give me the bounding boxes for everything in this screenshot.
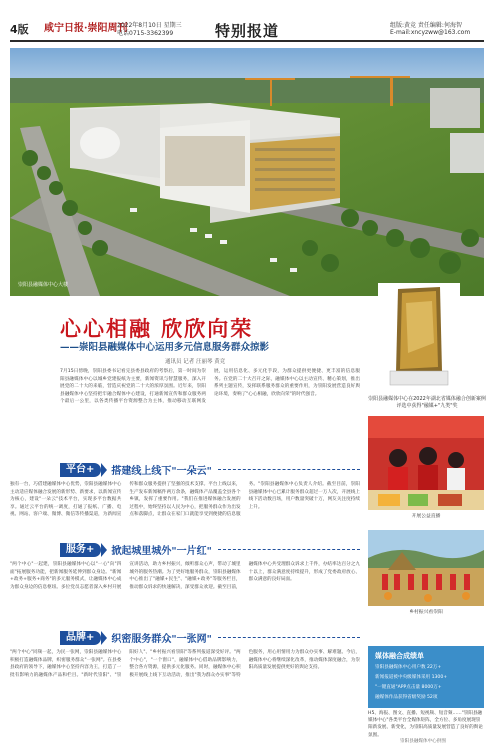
section-title: 特别报道 bbox=[215, 22, 280, 40]
article-headline: 心心相融 欣欣向荣 bbox=[60, 316, 254, 341]
section-body: "两个中心"一起建，崇阳县融媒体中心以"一心"向"四面"拓展服务功能，把新闻服务延伸到群众身边。"新闻+政务+服务+商务"的多元服务模式，让融媒体中心成为群众身边的信息枢纽。多位党员志愿者深入乡村开展宣讲活动，助力乡村振兴，倾听群众心声，带动了城里城外的服务热潮。为了更好地服务群众，崇阳县融媒体中心推出了"融媒+民生"、"融媒+政务"等服务栏目，推动群众诉求的快速解决，深受群众欢迎。截至目前，融媒体中心共受理群众诉求上千件，办结率达百分之九十以上，群众满意度持续提升，形成了党委政府放心、群众满意的良好局面。 bbox=[10, 562, 360, 590]
section-subtitle: 掀起城里城外"一片红" bbox=[111, 546, 212, 557]
arrow-icon bbox=[101, 463, 107, 477]
editors-line: 组版:黄竞 责任编辑:何海智 bbox=[390, 22, 462, 29]
achievement-line: 新闻报道被中央级媒体采用 1300+ bbox=[375, 675, 448, 680]
intro-paragraph: 7月15日傍晚，崇阳县委书记看完县委县政府的考察后，第一时间为崇阳县融媒体中心以城乡党建报纸为主要，新闻资讯与智慧服务，深入开展党的二十大的来临，营造庆祝党的二十大的浓厚氛围。近年来，崇阳县融媒体中心坚持把牢融合媒体中心建设，打通新闻宣传和群众服务两个最后一公里，以各类传播平台资源整合为主体，推动移动互联网发展，运用信息化、多元化手段，为群众提供更便捷、更丰富的信息服务。在党的二十大召开之际，融媒体中心以主动宣传、精心策划，推出系列主题宣传，发挥联系服务群众的重要作用，为崇阳发展营造良好舆论环境，奏响了"心心相融，欣欣向荣"的时代强音。 bbox=[60, 369, 360, 405]
arrow-icon bbox=[101, 631, 107, 645]
achievement-line: "一键直通"APP点击量 8000万+ bbox=[375, 685, 442, 690]
article-subhead: ——崇阳县融媒体中心运用多元信息服务群众掠影 bbox=[60, 342, 270, 353]
section-body: 独有一台，巧借建融媒体中心优势，崇阳县融媒体中心主动适应媒体融合发展的新形势、新要求，以新闻宣传为核心，建设"一朵云"技术平台，实现多平台数据共享。通过云平台的统一调度，打通了报纸、广播、电视、网站、客户端、微博、微信等传播渠道，为新闻宣传和群众服务提供了坚强的技术支撑。平台上线以来，生产发布新闻稿件两万余条，融媒体产品覆盖全县各个乡镇，发挥了重要作用。"我们在推进媒体融合发展的过程中，始终坚持以人民为中心，把服务群众作为出发点和落脚点，让群众在家门口就能享受到便捷的信息服务。"崇阳县融媒体中心负责人介绍。截至目前，崇阳县融媒体中心已累计服务群众超过一万人次，开展线上线下活动数百场，用户数量突破十万，网友关注度持续上升。 bbox=[10, 482, 360, 518]
livestream-photo bbox=[368, 416, 484, 510]
award-caption: 崇阳县融媒体中心在2022年湖北省媒体融合创新案例评选中获得"融媒+"九类"奖 bbox=[368, 396, 486, 409]
achievement-line: 崇阳县融媒体中心用户数 22万+ bbox=[375, 665, 442, 670]
page-number: 4版 bbox=[10, 23, 29, 36]
livestream-caption: 开展公益直播 bbox=[411, 514, 441, 519]
phone-number: 电话0715-3362399 bbox=[117, 30, 174, 37]
dashed-divider bbox=[218, 549, 360, 550]
article-byline: 通讯员 记者 汪丽琴 黄竞 bbox=[165, 359, 226, 365]
section-pill: 服务+ bbox=[60, 543, 101, 557]
section-header-platform bbox=[60, 462, 360, 477]
media-matrix-note: H5、海报、图文、直播、短视频、短音频……"崇阳县融媒体中心"各类平台全媒体矩阵，全方位、多角度展现崇阳新发展、新变化，为崇阳高质量发展营造了良好的舆论氛围。 bbox=[368, 711, 483, 738]
paper-name: 咸宁日报·崇阳周刊 bbox=[44, 23, 128, 34]
section-pill: 平台+ bbox=[60, 463, 101, 477]
section-pill: 品牌+ bbox=[60, 631, 101, 645]
achievement-line: 融媒体作品获得省级奖励 52项 bbox=[375, 695, 438, 700]
header-rule bbox=[10, 40, 484, 42]
dashed-divider bbox=[218, 469, 360, 470]
section-header-brand bbox=[60, 630, 360, 645]
section-subtitle: 织密服务群众"一张网" bbox=[111, 634, 212, 645]
photo-caption: 崇阳县融媒体中心大楼 bbox=[18, 282, 69, 288]
section-body: "两个中心"同频一起，为民一张网，崇阳县融媒体中心积极打造融媒体品牌，织密服务群众"一张网"。在县委县政府的领导下，融媒体中心坚持内容为王，打造了一批有影响力的融媒体产品和栏目。"新时代崇阳"、"崇阳好人"、"乡村振兴看崇阳"等系列报道深受好评。"两个中心"，"一个窗口"，融媒体中心借助品牌影响力，整合各方资源，提供多元化服务。同时，融媒体中心积极开展线上线下互动活动，推出"我为群众办实事"等特色服务，用心用情用力为群众办实事、解难题。今后，融媒体中心将继续深化改革，推动媒体深度融合，为崇阳高质量发展提供更好的舆论支持。 bbox=[10, 650, 360, 678]
section-header-service bbox=[60, 542, 360, 557]
page-header bbox=[0, 0, 494, 46]
photo-credit: 崇阳县融媒体中心供图 bbox=[400, 739, 446, 744]
village-caption: 乡村振兴看崇阳 bbox=[409, 610, 443, 615]
issue-date: 2022年8月10日 星期三 bbox=[117, 22, 182, 29]
dashed-divider bbox=[218, 637, 360, 638]
achievement-title: 媒体融合成绩单 bbox=[375, 652, 424, 660]
arrow-icon bbox=[101, 543, 107, 557]
village-photo bbox=[368, 530, 484, 606]
email-line: E-mail:xncyzww@163.com bbox=[390, 29, 471, 36]
award-trophy-image bbox=[378, 283, 460, 393]
section-subtitle: 搭建线上线下"一朵云" bbox=[111, 466, 212, 477]
main-photo bbox=[10, 48, 484, 296]
